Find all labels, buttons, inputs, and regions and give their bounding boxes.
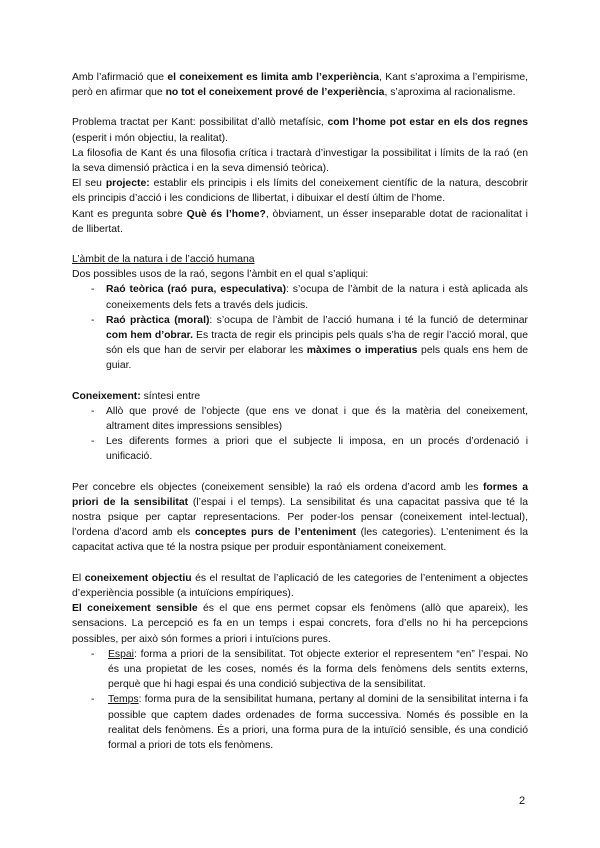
text-run: Kant es pregunta sobre [72, 208, 187, 220]
intro-paragraph [72, 70, 528, 100]
coneixement-list [72, 404, 528, 465]
objectiu-paragraph [72, 571, 528, 601]
bold-run: Coneixement: [72, 390, 141, 402]
bold-run: Raó teòrica (raó pura, especulativa) [106, 284, 287, 296]
text-run: Es tracta de regir els principis pels quals s’ha de regir l’acció moral, que són els que han de servir per elaborar les [106, 330, 528, 357]
projecte-paragraph [72, 176, 528, 206]
bold-run: projecte: [105, 178, 150, 190]
list-item [72, 282, 528, 312]
text-run: Problema tractat per Kant: possibilitat d’allò metafísic, [72, 117, 328, 129]
coneixement-paragraph [72, 389, 528, 404]
text-run: El [72, 572, 85, 584]
text-run: : s’ocupa de l’àmbit de l’acció humana i té la funció de determinar [209, 314, 528, 326]
list-item: - Allò que prové de l’objecte (que ens ve donat i que és la matèria del coneixement, altrament dites impressions sensibles) [72, 404, 528, 434]
text-run: El seu [72, 178, 106, 190]
ambit-list [72, 282, 528, 373]
list-item: - Les diferents formes a priori que el subjecte li imposa, en un procés d’ordenació i unificació. [72, 434, 528, 464]
document-page [72, 70, 528, 753]
bold-run: el coneixement es limita amb l’experiència [167, 72, 380, 83]
text-run: (les categories). L’enteniment és la capacitat activa que té la nostra psique per produir espontàniament coneixement. [72, 527, 529, 554]
bold-run: màximes o imperatius [306, 345, 418, 357]
text-run: , Kant s’aproxima a l’empirisme, però en afirmar que [72, 72, 528, 99]
section-heading-ambit: L’àmbit de la natura i de l’acció humana [72, 254, 255, 266]
text-run: , òbviament, un ésser inseparable dotat de racionalitat i de llibertat. [72, 208, 528, 235]
bold-run: no tot el coneixement prové de l’experiència [165, 87, 385, 99]
text-run: Per concebre els objectes (coneixement sensible) la raó els ordena d’acord amb les [72, 481, 483, 493]
underlined-run: Temps [108, 694, 139, 706]
sensible-list [72, 647, 528, 753]
text-run: : forma pura de la sensibilitat humana, pertany al domini de la sensibilitat interna i fa possible que captem dades ordenades de forma successiva. Només és possible en la realitat dels fenòmens. És a priori, una forma pura de la intuïció sensible, és una condició formal a priori de tots els fenòmens. [108, 694, 528, 751]
problema-paragraph [72, 115, 528, 145]
bold-run: formes a priori de la sensibilitat [72, 481, 528, 508]
bold-run: El coneixement sensible [72, 603, 198, 615]
list-item [72, 313, 528, 374]
page-number: 2 [519, 795, 526, 807]
text-run: Amb l’afirmació que [72, 72, 168, 83]
text-run: és el que ens permet copsar els fenòmens (allò que apareix), les sensacions. La percepció es fa en un temps i espai concrets, fora d’ells no hi ha percepcions possibles, per això són formes a priori i intuïcions pures. [72, 603, 528, 645]
concebre-paragraph [72, 480, 528, 556]
text-run: , s’aproxima al racionalisme. [384, 87, 516, 99]
bold-run: Raó pràctica (moral) [106, 314, 210, 326]
text-run: : s’ocupa de l’àmbit de la natura i està aplicada als coneixements dels fets a través dels judicis. [106, 284, 528, 311]
text-run: pels quals ens hem de guiar. [106, 345, 529, 372]
pregunta-paragraph [72, 207, 528, 237]
bold-run: com l’home pot estar en els dos regnes [327, 117, 528, 129]
list-item [72, 647, 528, 693]
bold-run: com hem d’obrar. [106, 330, 193, 342]
bold-run: conceptes purs de l’enteniment [194, 527, 356, 539]
sensible-paragraph [72, 601, 528, 647]
text-run: : forma a priori de la sensibilitat. Tot objecte exterior el representem “en” l’espai. No és una propietat de les coses, només és la forma dels fenòmens dels sentits externs, perquè que hi hagi espai és una condició subjectiva de la sensibilitat. [108, 648, 528, 691]
ambit-intro: Dos possibles usos de la raó, segons l’àmbit en el qual s’apliqui: [72, 269, 369, 281]
underlined-run: Espai [108, 648, 134, 660]
filosofia-paragraph: La filosofia de Kant és una filosofia crítica i tractarà d’investigar la possibilitat i límits de la raó (en la seva dimensió pràctica i en la seva dimensió teòrica). [72, 147, 528, 175]
text-run: és el resultat de l’aplicació de les categories de l’enteniment a objectes d’experiència possible (a intuïcions empíriques). [72, 572, 528, 599]
list-item [72, 692, 528, 753]
bold-run: Què és l’home? [186, 208, 266, 220]
text-run: síntesi entre [140, 390, 201, 402]
bold-run: coneixement objectiu [84, 572, 192, 584]
text-run: establir els principis i els límits del coneixement científic de la natura, descobrir els principis d’acció i les condicions de llibertat, i dibuixar el destí últim de l’home. [72, 178, 528, 205]
text-run: (esperit i món objectiu, la realitat). [72, 132, 228, 144]
text-run: (l’espai i el temps). La sensibilitat és una capacitat passiva que té la nostra psique per captar representacions. Per poder-los pensar (coneixement intel·lectual), l’ordena d’acord amb els [72, 496, 528, 539]
